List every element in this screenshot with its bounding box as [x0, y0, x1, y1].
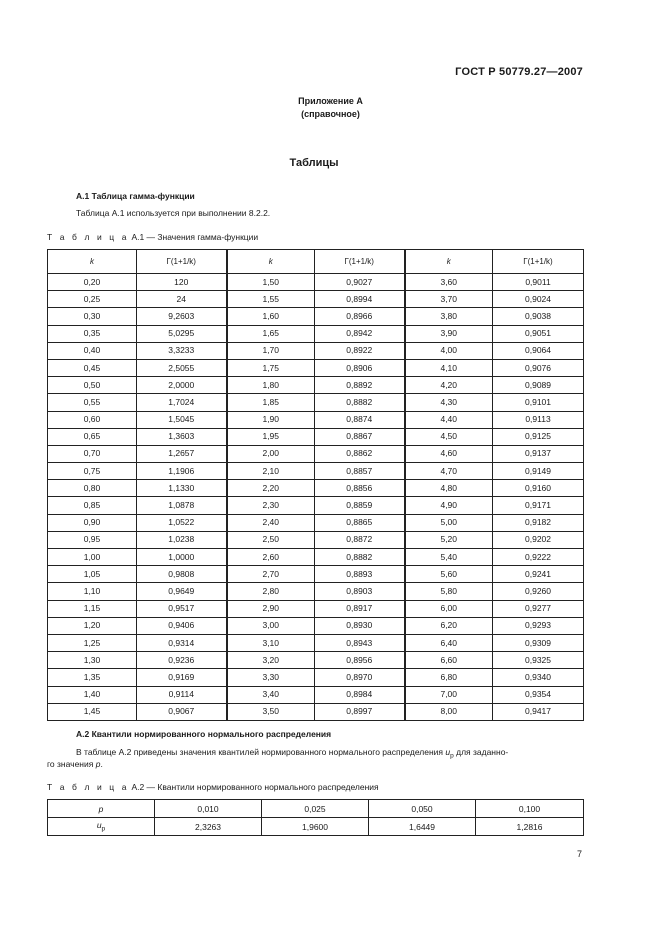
table-cell: 0,9417 — [493, 703, 584, 720]
table-cell: 4,80 — [405, 480, 493, 497]
table-row — [48, 394, 584, 411]
table-cell: 3,50 — [227, 703, 315, 720]
table-row — [48, 274, 584, 291]
table-cell: 2,70 — [227, 566, 315, 583]
table-cell: 0,8930 — [315, 617, 405, 634]
table-cell: 1,45 — [48, 703, 137, 720]
table-cell: 3,00 — [227, 617, 315, 634]
table-row — [48, 497, 584, 514]
table-cell: 1,0522 — [137, 514, 227, 531]
table-cell: 2,40 — [227, 514, 315, 531]
table-cell: 0,75 — [48, 463, 137, 480]
table-cell: 0,35 — [48, 325, 137, 342]
table-cell: 4,20 — [405, 377, 493, 394]
caption-prefix: Т а б л и ц а — [47, 232, 130, 242]
table-cell: 5,0295 — [137, 325, 227, 342]
table-cell: 0,8970 — [315, 669, 405, 686]
table-row — [48, 549, 584, 566]
caption-text: А.2 — Квантили нормированного нормального распределения — [131, 782, 379, 792]
table-row — [48, 531, 584, 548]
table-cell: 1,0000 — [137, 549, 227, 566]
table-cell: 0,9089 — [493, 377, 584, 394]
table-row — [48, 291, 584, 308]
table-cell: 0,45 — [48, 359, 137, 376]
section-a2-heading: А.2 Квантили нормированного нормального распределения — [76, 729, 332, 739]
table-row — [48, 652, 584, 669]
table-cell: 6,80 — [405, 669, 493, 686]
table-cell: 0,9309 — [493, 634, 584, 651]
table-cell: 120 — [137, 274, 227, 291]
table-row — [48, 325, 584, 342]
var-sub: p — [450, 752, 454, 760]
table-row — [48, 445, 584, 462]
table-cell: 0,9101 — [493, 394, 584, 411]
table-cell: 0,9340 — [493, 669, 584, 686]
table-cell: 1,0238 — [137, 531, 227, 548]
table-cell: 0,9241 — [493, 566, 584, 583]
label-u — [48, 818, 155, 836]
table-row — [48, 359, 584, 376]
table-cell: 0,9038 — [493, 308, 584, 325]
table-cell: 2,90 — [227, 600, 315, 617]
table-cell: 0,9406 — [137, 617, 227, 634]
table-cell: 0,8922 — [315, 342, 405, 359]
table-row — [48, 600, 584, 617]
table-cell: 0,9649 — [137, 583, 227, 600]
label-u-sub: p — [101, 825, 106, 833]
table-cell: 0,8882 — [315, 549, 405, 566]
section-a1-heading: А.1 Таблица гамма-функции — [76, 191, 195, 201]
table-cell: 0,9236 — [137, 652, 227, 669]
table-cell: 1,15 — [48, 600, 137, 617]
table-cell: 3,90 — [405, 325, 493, 342]
row-p — [48, 800, 584, 818]
table-row — [48, 514, 584, 531]
table-cell: 4,30 — [405, 394, 493, 411]
table-cell: 0,8942 — [315, 325, 405, 342]
table-cell: 0,8906 — [315, 359, 405, 376]
table-cell: 3,70 — [405, 291, 493, 308]
table-cell: 1,25 — [48, 634, 137, 651]
table-cell: 0,9517 — [137, 600, 227, 617]
table-cell: 0,9076 — [493, 359, 584, 376]
section-a2-text — [76, 745, 586, 764]
header-k: k — [48, 250, 137, 274]
table-cell: 0,8997 — [315, 703, 405, 720]
table-cell: 5,20 — [405, 531, 493, 548]
table-cell: 0,9314 — [137, 634, 227, 651]
table-cell: 1,3603 — [137, 428, 227, 445]
table-cell: 1,5045 — [137, 411, 227, 428]
table-cell: 0,50 — [48, 377, 137, 394]
table-cell: 2,00 — [227, 445, 315, 462]
table-cell: 0,20 — [48, 274, 137, 291]
table-cell: 3,40 — [227, 686, 315, 703]
table-cell: 0,40 — [48, 342, 137, 359]
table-cell: 3,10 — [227, 634, 315, 651]
table-cell: 0,9202 — [493, 531, 584, 548]
table-cell: 0,9027 — [315, 274, 405, 291]
section-a1-text: Таблица А.1 используется при выполнении 8.2.2. — [76, 208, 271, 218]
table-cell: 5,40 — [405, 549, 493, 566]
table-cell: 2,30 — [227, 497, 315, 514]
table-cell: 1,90 — [227, 411, 315, 428]
cell: 1,2816 — [476, 818, 584, 836]
page-number: 7 — [577, 849, 583, 859]
table-cell: 1,55 — [227, 291, 315, 308]
row-u — [48, 818, 584, 836]
table-a2-caption — [47, 782, 379, 792]
cell: 1,6449 — [369, 818, 476, 836]
table-cell: 0,95 — [48, 531, 137, 548]
table-row — [48, 566, 584, 583]
table-cell: 2,80 — [227, 583, 315, 600]
table-cell: 0,9160 — [493, 480, 584, 497]
table-cell: 1,65 — [227, 325, 315, 342]
table-cell: 2,10 — [227, 463, 315, 480]
table-cell: 0,9325 — [493, 652, 584, 669]
table-cell: 1,95 — [227, 428, 315, 445]
table-cell: 0,65 — [48, 428, 137, 445]
text-part: го значения — [47, 759, 96, 769]
table-cell: 0,8865 — [315, 514, 405, 531]
table-cell: 0,9113 — [493, 411, 584, 428]
table-cell: 24 — [137, 291, 227, 308]
table-cell: 0,8956 — [315, 652, 405, 669]
table-cell: 0,8862 — [315, 445, 405, 462]
table-a1-caption — [47, 232, 258, 242]
table-cell: 0,9125 — [493, 428, 584, 445]
table-cell: 0,9171 — [493, 497, 584, 514]
table-cell: 1,60 — [227, 308, 315, 325]
table-cell: 4,70 — [405, 463, 493, 480]
table-cell: 0,8859 — [315, 497, 405, 514]
table-cell: 0,60 — [48, 411, 137, 428]
table-cell: 1,50 — [227, 274, 315, 291]
table-cell: 0,9293 — [493, 617, 584, 634]
table-cell: 3,80 — [405, 308, 493, 325]
table-cell: 2,50 — [227, 531, 315, 548]
table-cell: 9,2603 — [137, 308, 227, 325]
table-cell: 3,3233 — [137, 342, 227, 359]
table-cell: 4,40 — [405, 411, 493, 428]
standard-code: ГОСТ Р 50779.27—2007 — [455, 66, 583, 78]
appendix-title: Приложение А — [298, 96, 363, 106]
table-cell: 0,9277 — [493, 600, 584, 617]
label-p: p — [48, 800, 155, 818]
cell: 0,025 — [262, 800, 369, 818]
table-cell: 1,35 — [48, 669, 137, 686]
var-u: u — [445, 747, 451, 757]
table-cell: 0,9260 — [493, 583, 584, 600]
table-header-row — [48, 250, 584, 274]
table-cell: 4,50 — [405, 428, 493, 445]
table-cell: 0,9064 — [493, 342, 584, 359]
table-row — [48, 463, 584, 480]
table-cell: 0,9354 — [493, 686, 584, 703]
cell: 0,100 — [476, 800, 584, 818]
table-cell: 0,8943 — [315, 634, 405, 651]
caption-text: А.1 — Значения гамма-функции — [131, 232, 259, 242]
text-part: для заданно- — [453, 747, 509, 757]
table-cell: 0,9149 — [493, 463, 584, 480]
table-cell: 0,55 — [48, 394, 137, 411]
table-row — [48, 411, 584, 428]
table-cell: 4,00 — [405, 342, 493, 359]
table-row — [48, 308, 584, 325]
table-cell: 0,70 — [48, 445, 137, 462]
table-cell: 1,1906 — [137, 463, 227, 480]
cell: 1,9600 — [262, 818, 369, 836]
table-row — [48, 480, 584, 497]
table-cell: 0,9808 — [137, 566, 227, 583]
section-a2-text-cont — [47, 759, 103, 769]
header-k: k — [405, 250, 493, 274]
table-cell: 5,60 — [405, 566, 493, 583]
table-row — [48, 377, 584, 394]
header-gamma: Г(1+1/k) — [137, 250, 227, 274]
table-cell: 0,8874 — [315, 411, 405, 428]
table-cell: 0,8857 — [315, 463, 405, 480]
table-cell: 6,40 — [405, 634, 493, 651]
table-cell: 2,20 — [227, 480, 315, 497]
table-cell: 5,00 — [405, 514, 493, 531]
cell: 0,050 — [369, 800, 476, 818]
table-cell: 1,10 — [48, 583, 137, 600]
table-row — [48, 428, 584, 445]
gamma-function-table — [47, 249, 584, 721]
caption-prefix: Т а б л и ц а — [47, 782, 130, 792]
table-cell: 0,90 — [48, 514, 137, 531]
normal-quantiles-table — [47, 799, 584, 836]
cell: 2,3263 — [155, 818, 262, 836]
table-cell: 1,2657 — [137, 445, 227, 462]
table-cell: 2,60 — [227, 549, 315, 566]
table-cell: 1,7024 — [137, 394, 227, 411]
table-cell: 3,30 — [227, 669, 315, 686]
table-row — [48, 703, 584, 720]
table-cell: 0,9051 — [493, 325, 584, 342]
label-u-main: u — [96, 820, 102, 831]
header-k: k — [227, 250, 315, 274]
table-cell: 2,0000 — [137, 377, 227, 394]
table-cell: 0,9011 — [493, 274, 584, 291]
table-cell: 0,8856 — [315, 480, 405, 497]
table-row — [48, 686, 584, 703]
table-cell: 0,9067 — [137, 703, 227, 720]
table-cell: 1,30 — [48, 652, 137, 669]
table-cell: 0,9169 — [137, 669, 227, 686]
table-cell: 6,20 — [405, 617, 493, 634]
table-row — [48, 617, 584, 634]
table-cell: 1,0878 — [137, 497, 227, 514]
table-cell: 0,9024 — [493, 291, 584, 308]
table-cell: 1,05 — [48, 566, 137, 583]
var-p: p — [95, 759, 101, 769]
page-title: Таблицы — [289, 157, 339, 169]
table-cell: 0,8966 — [315, 308, 405, 325]
table-cell: 4,10 — [405, 359, 493, 376]
table-cell: 0,9114 — [137, 686, 227, 703]
table-cell: 0,8893 — [315, 566, 405, 583]
table-cell: 6,60 — [405, 652, 493, 669]
table-cell: 1,85 — [227, 394, 315, 411]
table-cell: 0,85 — [48, 497, 137, 514]
table-cell: 0,30 — [48, 308, 137, 325]
table-cell: 7,00 — [405, 686, 493, 703]
table-cell: 0,25 — [48, 291, 137, 308]
table-cell: 0,9137 — [493, 445, 584, 462]
table-cell: 0,9222 — [493, 549, 584, 566]
table-cell: 0,8917 — [315, 600, 405, 617]
text-part: В таблице А.2 приведены значения квантилей нормированного нормального распределения — [76, 747, 446, 757]
table-cell: 2,5055 — [137, 359, 227, 376]
table-row — [48, 583, 584, 600]
table-cell: 4,60 — [405, 445, 493, 462]
table-cell: 8,00 — [405, 703, 493, 720]
table-cell: 0,8872 — [315, 531, 405, 548]
table-cell: 1,75 — [227, 359, 315, 376]
table-cell: 1,70 — [227, 342, 315, 359]
table-cell: 3,20 — [227, 652, 315, 669]
table-row — [48, 342, 584, 359]
table-cell: 0,8867 — [315, 428, 405, 445]
appendix-subtitle: (справочное) — [301, 109, 360, 119]
table-cell: 0,8892 — [315, 377, 405, 394]
table-cell: 1,20 — [48, 617, 137, 634]
cell: 0,010 — [155, 800, 262, 818]
table-cell: 0,9182 — [493, 514, 584, 531]
table-cell: 4,90 — [405, 497, 493, 514]
table-cell: 0,8994 — [315, 291, 405, 308]
table-cell: 1,80 — [227, 377, 315, 394]
table-cell: 3,60 — [405, 274, 493, 291]
table-cell: 0,8882 — [315, 394, 405, 411]
table-cell: 0,80 — [48, 480, 137, 497]
table-cell: 5,80 — [405, 583, 493, 600]
table-row — [48, 669, 584, 686]
table-cell: 1,00 — [48, 549, 137, 566]
table-cell: 0,8903 — [315, 583, 405, 600]
table-cell: 6,00 — [405, 600, 493, 617]
table-cell: 1,40 — [48, 686, 137, 703]
table-cell: 1,1330 — [137, 480, 227, 497]
text-part: . — [100, 759, 103, 769]
table-row — [48, 634, 584, 651]
header-gamma: Г(1+1/k) — [315, 250, 405, 274]
header-gamma: Г(1+1/k) — [493, 250, 584, 274]
table-cell: 0,8984 — [315, 686, 405, 703]
